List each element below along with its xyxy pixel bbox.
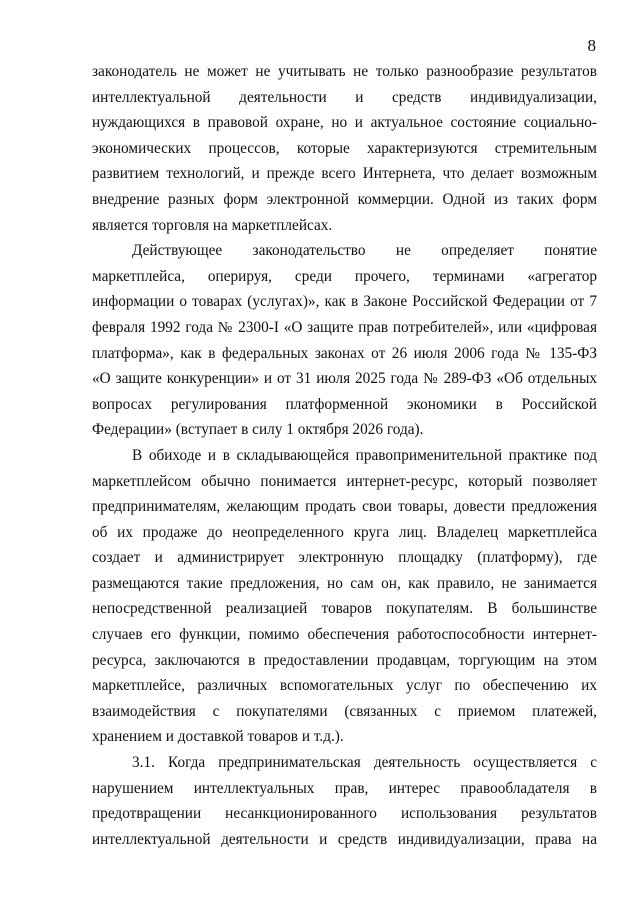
text-line: нуждающихся в правовой охране, но и актуальное состояние социально- <box>92 114 597 132</box>
text-line: является торговля на маркетплейсах. <box>92 216 333 234</box>
text-line: Федерации» (вступает в силу 1 октября 2026 года). <box>92 421 424 439</box>
text-line: маркетплейса, оперируя, среди прочего, терминами «агрегатор <box>92 267 597 285</box>
text-line: маркетплейсе, различных вспомогательных услуг по обеспечению их <box>92 677 597 695</box>
paragraph <box>92 750 597 852</box>
text-line: платформа», как в федеральных законах от 26 июля 2006 года № 135-ФЗ <box>92 344 597 362</box>
paragraph <box>92 59 597 238</box>
text-line: об их продаже до неопределенного круга лиц. Владелец маркетплейса <box>92 523 597 541</box>
page-number: 8 <box>587 36 596 55</box>
text-line: экономических процессов, которые характеризуются стремительным <box>92 139 597 157</box>
paragraph <box>92 238 597 443</box>
text-line: «О защите конкуренции» и от 31 июля 2025 года № 289-ФЗ «Об отдельных <box>92 370 597 388</box>
text-line: интеллектуальной деятельности и средств индивидуализации, права на <box>92 830 597 848</box>
text-line: информации о товарах (услугах)», как в Законе Российской Федерации от 7 <box>92 293 597 311</box>
text-line: взаимодействия с покупателями (связанных с приемом платежей, <box>92 702 597 720</box>
text-line: законодатель не может не учитывать не только разнообразие результатов <box>92 63 597 80</box>
text-line: 3.1. Когда предпринимательская деятельность осуществляется с <box>132 754 597 772</box>
text-line: внедрение разных форм электронной коммерции. Одной из таких форм <box>92 190 597 208</box>
paragraph <box>92 443 597 750</box>
text-line: создает и администрирует электронную площадку (платформу), где <box>92 549 597 567</box>
text-line: маркетплейсом обычно понимается интернет-ресурс, который позволяет <box>92 472 597 490</box>
text-line: ресурса, заключаются в предоставлении продавцам, торгующим на этом <box>92 651 597 669</box>
text-line: случаев его функции, помимо обеспечения работоспособности интернет- <box>92 626 597 644</box>
text-line: развитием технологий, и прежде всего Интернета, что делает возможным <box>92 165 597 183</box>
text-line: размещаются такие предложения, но сам он, как правило, не занимается <box>92 574 597 592</box>
text-line: Действующее законодательство не определяет понятие <box>132 242 597 260</box>
text-line: непосредственной реализацией товаров покупателям. В большинстве <box>92 600 597 618</box>
text-line: хранением и доставкой товаров и т.д.). <box>92 728 344 746</box>
text-line: вопросах регулирования платформенной экономики в Российской <box>92 395 597 413</box>
text-line: В обиходе и в складывающейся правоприменительной практике под <box>132 446 597 464</box>
text-line: нарушением интеллектуальных прав, интерес правообладателя в <box>92 779 597 797</box>
text-line: интеллектуальной деятельности и средств индивидуализации, <box>92 88 597 106</box>
text-line: предпринимателям, желающим продать свои товары, довести предложения <box>92 498 597 516</box>
text-line: предотвращении несанкционированного использования результатов <box>92 805 597 823</box>
text-line: февраля 1992 года № 2300-I «О защите прав потребителей», или «цифровая <box>92 318 597 336</box>
body-text <box>92 59 597 852</box>
